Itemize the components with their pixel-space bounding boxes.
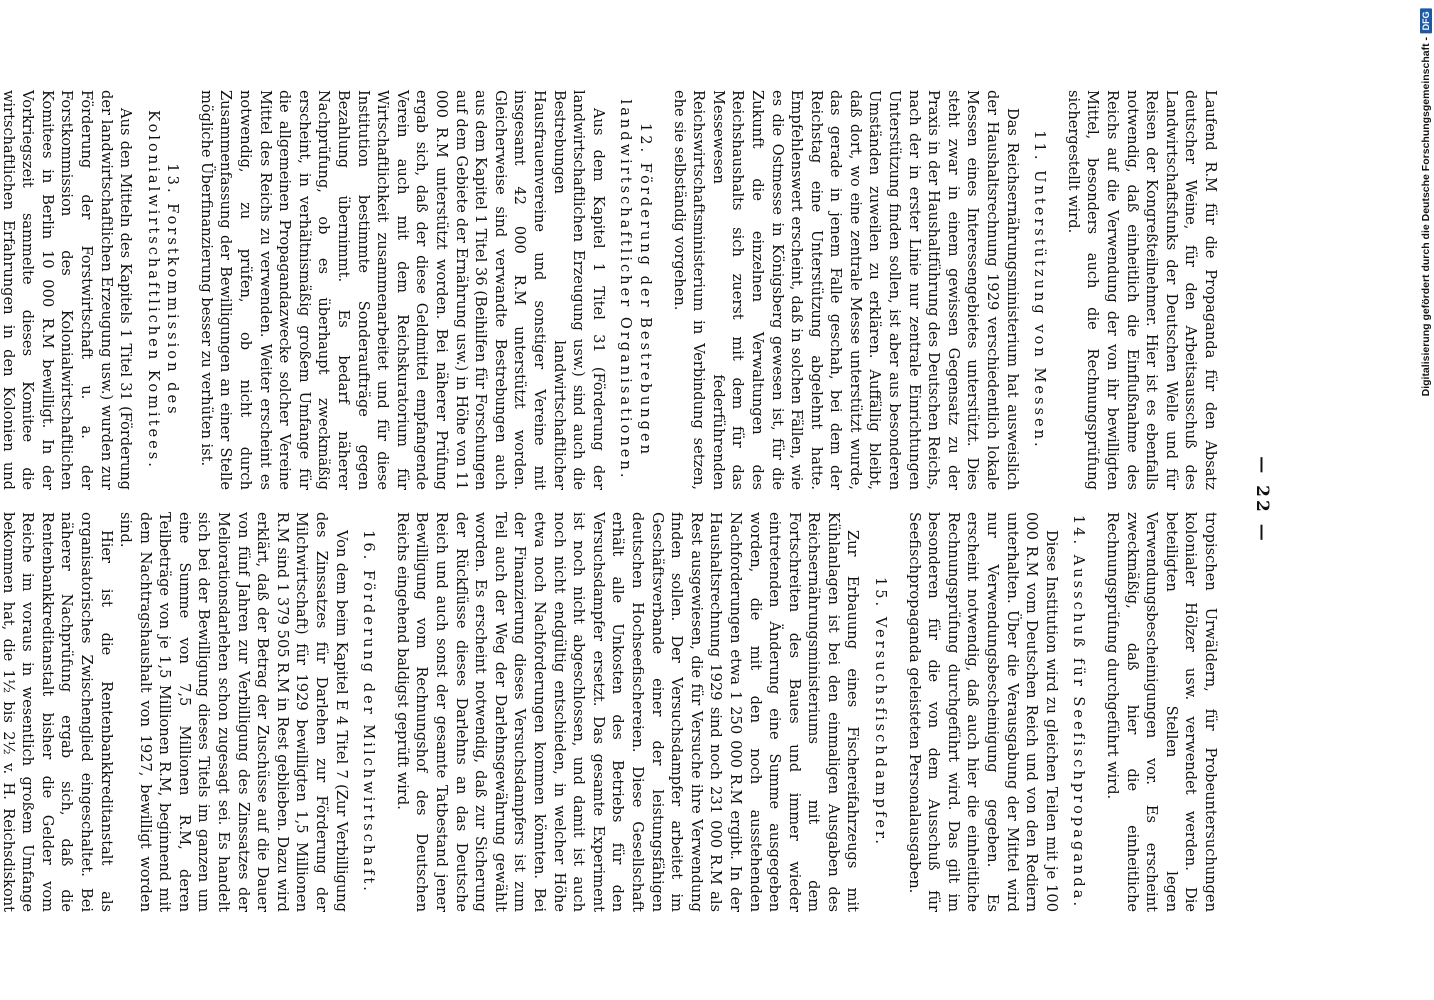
dfg-logo: DFG <box>1420 8 1432 33</box>
digitization-stamp <box>1420 8 1432 396</box>
digitization-note: Digitalisierung gefördert durch die Deutsche Forschungsgemeinschaft - <box>1420 37 1432 397</box>
paragraph: Von dem beim Kapitel E 4 Titel 7 (Zur Verbilligung des Zinssatzes für Darlehen zur Förderung der Milchwirtschaft) für 1929 bewilligten 1,5 Millionen R.M sind 1 379 505 R.M in Rest geblieben. Dazu wird erklärt, daß der Betrag der Zuschüsse auf die Dauer von fünf Jahren zur Verbilligung des Zinssatzes der Meliorationsdarlehen schon zugesagt sei. Es handelt sich bei der Bewilligung dieses Titels im ganzen um eine Summe von 7,5 Millionen R.M, deren Teilbeträge von je 1,5 Millionen R.M, beginnend mit dem Nachtragshaushalt von 1927, bewilligt worden sind. <box>117 512 350 912</box>
page-number: — 22 — <box>1252 456 1272 544</box>
paragraph: Aus dem Kapitel 1 Titel 31 (Förderung der landwirtschaftlichen Erzeugung usw.) sind auch die Bestrebungen landwirtschaftlicher Hausfrauenvereine und sonstiger Vereine mit insgesamt 42 000 R.M unterstützt worden. Gleicherweise sind verwandte Bestrebungen auch aus dem Kapitel 1 Titel 36 (Beihilfen für Forschungen auf dem Gebiete der Ernährung usw.) in Höhe von 11 000 R.M unterstützt worden. Bei näherer Prüfung ergab sich, daß der diese Geldmittel empfangende Verein auch mit dem Reichskuratorium für Wirtschaftlichkeit zusammenarbeitet und für diese Institution bestimmte Sonderaufträge gegen Bezahlung übernimmt. Es bedarf näherer Nachprüfung, ob es überhaupt zweckmäßig erscheint, in verhältnismäßig großem Umfange für die allgemeinen Propagandazwecke solcher Vereine Mittel des Reichs zu verwenden. Weiter erscheint es notwendig, zu prüfen, ob nicht durch Zusammenfassung der Bewilligungen an einer Stelle mögliche Überfinanzierung besser zu verhüten ist. <box>197 90 607 490</box>
section-heading-12: 12. Förderung der Bestrebungen landwirtschaftlicher Organisationen. <box>617 99 654 481</box>
paragraph: Zur Erbauung eines Fischereifahrzeugs mit Kühlanlagen ist bei den einmaligen Ausgaben des Reichsernährungsministeriums mit dem Fortschreiten des Baues und immer wieder eintretenden Änderung eine Summe ausgegeben worden, die mit den noch ausstehenden Nachforderungen etwa 1 250 000 R.M ergibt. In der Haushaltsrechnung 1929 sind noch 231 000 R.M als Rest ausgewiesen, die für Versuche ihre Verwendung finden sollen. Der Versuchsdampfer arbeitet im Geschäftsverbande einer der leistungsfähigen deutschen Hochseefischereien. Diese Gesellschaft erhält alle Unkosten des Betriebs für den Versuchsdampfer ersetzt. Das gesamte Experiment ist noch nicht abgeschlossen, und damit ist auch noch nicht endgültig entschieden, in welcher Höhe etwa noch Nachforderungen kommen könnten. Bei der Finanzierung dieses Versuchsdampfers ist zum Teil auch der Weg der Darlehnsgewährung gewählt worden. Es erscheint notwendig, daß zur Sicherung der Rückflüsse dieses Darlehns an das Deutsche Reich und auch sonst der gesamte Tatbestand jener Bewilligung vom Rechnungshof des Deutschen Reichs eingehend baldigst geprüft wird. <box>393 512 862 912</box>
left-column <box>0 90 1220 490</box>
paragraph: Diese Institution wird zu gleichen Teilen mit je 100 000 R.M vom Deutschen Reich und von den Rediern unterhalten. Über die Verausgabung der Mittel wird nur Verwendungsbescheinigung gegeben. Es erscheint notwendig, daß auch hier die einheitliche Rechnungsprüfung durchgeführt wird. Das gilt im besonderen für die von dem Ausschuß für Seefischpropaganda geleisteten Personalausgaben. <box>905 512 1060 912</box>
paragraph: Das Reichsernährungsministerium hat ausweislich der Haushaltsrechnung 1929 verschiedentlich lokale Messen eines Interessengebietes unterstützt. Dies steht zwar in einem gewissen Gegensatz zu der Praxis in der Haushaltführung des Deutschen Reichs, nach der in erster Linie nur zentrale Einrichtungen Unterstützung finden sollen, ist aber aus besonderen Umständen zuweilen zu erklären. Auffällig bleibt, daß dort, wo eine zentrale Messe unterstützt wurde, das gerade in jenem Falle geschah, bei dem der Reichstag eine Unterstützung abgelehnt hatte. Empfehlenswert erscheint, daß in solchen Fällen, wie es die Ostmesse in Königsberg gewesen ist, für die Zukunft die einzelnen Verwaltungen des Reichshaushalts sich zuerst mit dem für das Messewesen federführenden Reichswirtschaftsministerium in Verbindung setzen, ehe sie selbständig vorgehen. <box>670 90 1021 490</box>
right-column <box>0 512 1220 912</box>
paragraph: Aus den Mitteln des Kapitels 1 Titel 31 (Förderung der landwirtschaftlichen Erzeugung usw.) wurden zur Förderung der Forstwirtschaft u. a. der Forstkommission des Kolonialwirtschaftlichen Komitees in Berlin 10 000 R.M bewilligt. In der Vorkriegszeit sammelte dieses Komitee die wirtschaftlichen Erfahrungen in den Kolonien und <box>0 90 135 490</box>
document-page <box>0 50 1290 950</box>
section-heading-13: 13. Forstkommission des Kolonialwirtschaftlichen Komitees. <box>144 110 182 470</box>
paragraph: tropischen Urwäldern, für Probeuntersuchungen kolonialer Hölzer usw. verwendet werden. Die beteiligten Stellen legen Verwendungsbescheinigungen vor. Es erscheint zweckmäßig, daß hier die einheitliche Rechnungsprüfung durchgeführt wird. <box>1104 512 1219 912</box>
paragraph: Hier ist die Rentenbankkreditanstalt als organisatorisches Zwischenglied eingeschaltet. Bei näherer Nachprüfung ergab sich, daß die Rentenbankkreditanstalt bisher die Gelder vom Reiche im voraus in wesentlich großem Umfange bekommen hat, die 1½ bis 2½ v. H. Reichsdiskont <box>0 512 115 912</box>
section-heading-15: 15. Versuchsfischdampfer. <box>872 576 890 847</box>
section-heading-14: 14. Ausschuß für Seefischpropaganda. <box>1070 514 1088 910</box>
section-heading-16: 16. Förderung der Milchwirtschaft. <box>360 530 378 894</box>
section-heading-11: 11. Unterstützung von Messen. <box>1031 130 1049 450</box>
paragraph: Laufend R.M für die Propaganda für den Absatz deutscher Weine, für den Arbeitsausschuß des Landwirtschaftsfunks der Deutschen Welle und für Reisen der Kongreßteilnehmer. Hier ist es ebenfalls notwendig, daß einheitlich die Einflußnahme des Reichs auf die Verwendung der von ihr bewilligten Mittel, besonders auch die Rechnungsprüfung sichergestellt wird. <box>1064 90 1219 490</box>
